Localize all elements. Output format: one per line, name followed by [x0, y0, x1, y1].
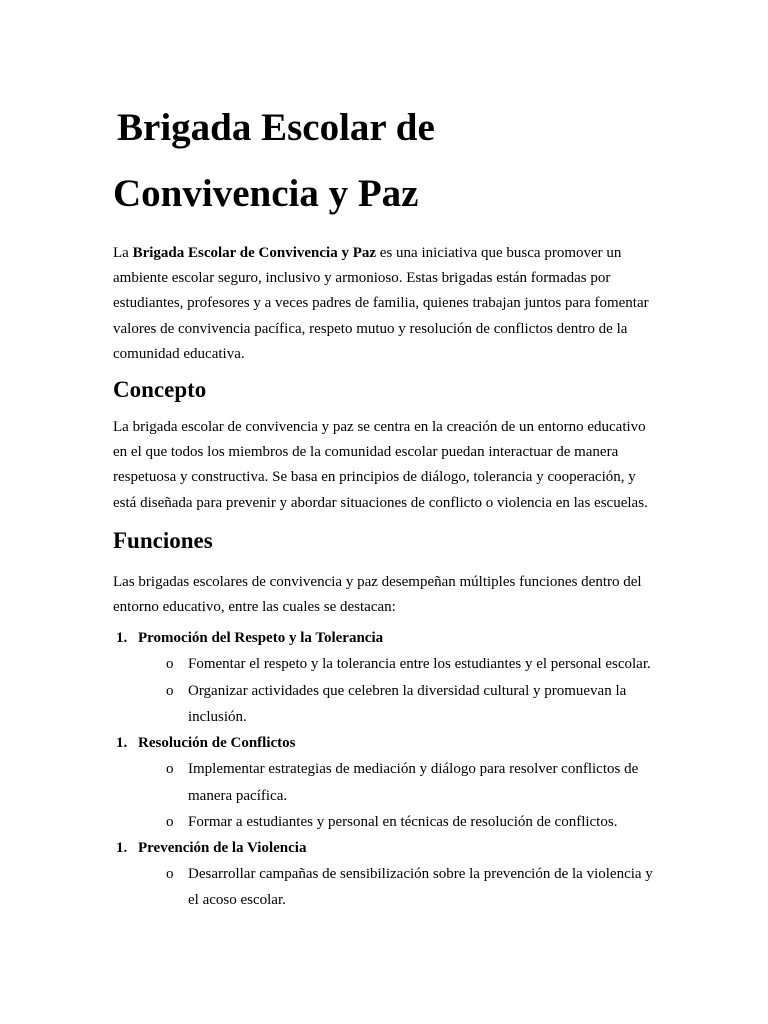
sub-item — [138, 809, 658, 836]
bullet-icon: o — [166, 865, 174, 882]
concepto-paragraph: La brigada escolar de convivencia y paz se centra en la creación de un entorno educativo en el que todos los miembros de la comunidad escolar puedan interactuar de manera respetuosa y constructiva. Se basa en principios de diálogo, tolerancia y cooperación, y está diseñada para prevenir y abordar situaciones de conflicto o violencia en las escuelas. — [113, 419, 648, 511]
document-title-line1: Brigada Escolar de — [117, 106, 435, 149]
bullet-icon: o — [166, 656, 174, 673]
document-title-line2: Convivencia y Paz — [113, 172, 419, 215]
function-item — [113, 731, 658, 836]
bullet-icon: o — [166, 682, 174, 699]
sub-item-text: Formar a estudiantes y personal en técnicas de resolución de conflictos. — [188, 814, 618, 831]
function-title: Prevención de la Violencia — [138, 839, 307, 856]
function-item — [113, 836, 658, 914]
sub-list — [138, 756, 658, 836]
section-heading-concepto: Concepto — [113, 377, 207, 403]
functions-list — [113, 626, 658, 914]
sub-item — [138, 651, 658, 678]
sub-item-text: Fomentar el respeto y la tolerancia entre los estudiantes y el personal escolar. — [188, 656, 651, 673]
sub-item — [138, 756, 658, 809]
intro-bold-term: Brigada Escolar de Convivencia y Paz — [132, 245, 377, 261]
sub-item-text: Desarrollar campañas de sensibilización sobre la prevención de la violencia y el acoso escolar. — [188, 865, 653, 909]
function-item — [113, 626, 658, 731]
list-number: 1. — [116, 630, 128, 647]
list-number: 1. — [116, 839, 128, 856]
funciones-paragraph: Las brigadas escolares de convivencia y paz desempeñan múltiples funciones dentro del entorno educativo, entre las cuales se destacan: — [113, 573, 642, 616]
document-page — [113, 95, 658, 914]
function-title: Resolución de Conflictos — [138, 734, 296, 751]
section-heading-funciones: Funciones — [113, 527, 213, 553]
sub-item — [138, 678, 658, 731]
bullet-icon: o — [166, 761, 174, 778]
sub-item — [138, 861, 658, 914]
intro-prefix: La — [113, 245, 133, 261]
intro-paragraph — [113, 241, 658, 367]
sub-item-text: Implementar estrategias de mediación y diálogo para resolver conflictos de manera pacífica. — [188, 761, 639, 804]
list-number: 1. — [116, 734, 128, 751]
sub-list — [138, 861, 658, 914]
document-title — [113, 95, 658, 227]
intro-text: es una iniciativa que busca promover un ambiente escolar seguro, inclusivo y armonioso. Estas brigadas están formadas por estudiantes, profesores y a veces padres de familia, quienes trabajan juntos para fomentar valores de convivencia pacífica, respeto mutuo y resolución de conflictos dentro de la comunidad educativa. — [113, 245, 649, 362]
sub-item-text: Organizar actividades que celebren la diversidad cultural y promuevan la inclusión. — [188, 682, 627, 726]
sub-list — [138, 651, 658, 731]
function-title: Promoción del Respeto y la Tolerancia — [138, 630, 384, 647]
bullet-icon: o — [166, 814, 174, 831]
